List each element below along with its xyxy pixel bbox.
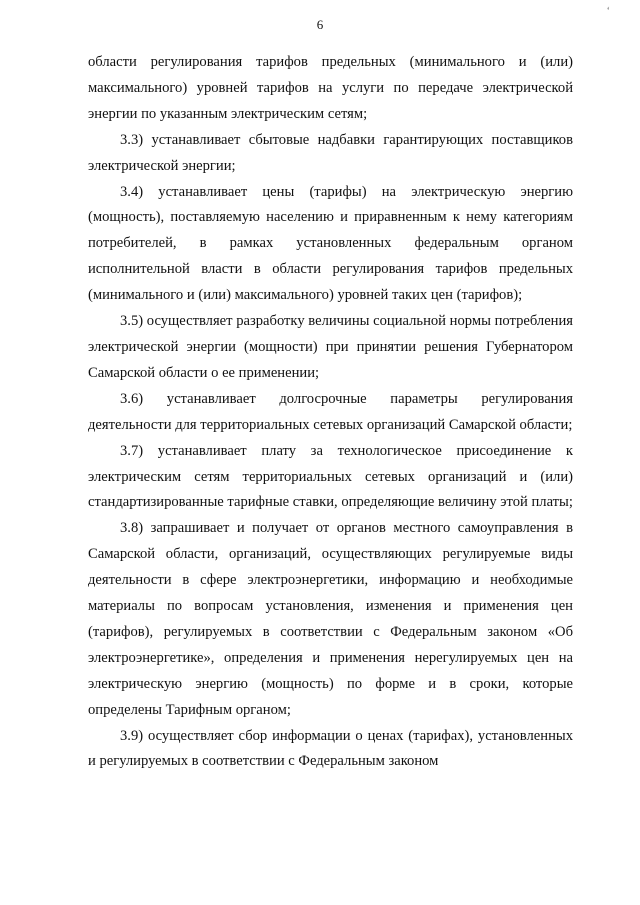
paragraph: 3.7) устанавливает плату за технологическое присоединение к электрическим сетям территориальных сетевых организаций и (или) стандартизированные тарифные ставки, определяющие величину этой платы; xyxy=(88,442,573,511)
page-number: 6 xyxy=(316,17,324,32)
paragraph: 3.8) запрашивает и получает от органов местного самоуправления в Самарской области, организаций, осуществляющих регулируемые виды деятельности в сфере электроэнергетики, информацию и необходимые материалы по вопросам установления, изменения и применения цен (тарифов), регулируемых в соответствии с Федеральным законом «Об электроэнергетике», определения и применения нерегулируемых цен на электрическую энергию (мощность) по форме и в сроки, которые определены Тарифным органом; xyxy=(88,520,573,718)
paragraph: 3.3) устанавливает сбытовые надбавки гарантирующих поставщиков электрической энергии; xyxy=(88,131,573,174)
scan-mark: ‘ xyxy=(606,6,610,17)
paragraph: области регулирования тарифов предельных (минимального и (или) максимального) уровней тарифов на услуги по передаче электрической энергии по указанным электрическим сетям; xyxy=(88,54,573,122)
paragraph: 3.9) осуществляет сбор информации о ценах (тарифах), установленных и регулируемых в соответствии с Федеральным законом xyxy=(88,727,573,770)
paragraph: 3.5) осуществляет разработку величины социальной нормы потребления электрической энергии (мощности) при принятии решения Губернатором Самарской области о ее применении; xyxy=(88,313,573,381)
paragraph: 3.4) устанавливает цены (тарифы) на электрическую энергию (мощность), поставляемую населению и приравненным к нему категориям потребителей, в рамках установленных федеральным органом исполнительной власти в области регулирования тарифов предельных (минимального и (или) максимального) уровней таких цен (тарифов); xyxy=(88,183,573,304)
paragraph: 3.6) устанавливает долгосрочные параметры регулирования деятельности для территориальных сетевых организаций Самарской области; xyxy=(88,390,573,433)
document-body xyxy=(88,50,573,775)
